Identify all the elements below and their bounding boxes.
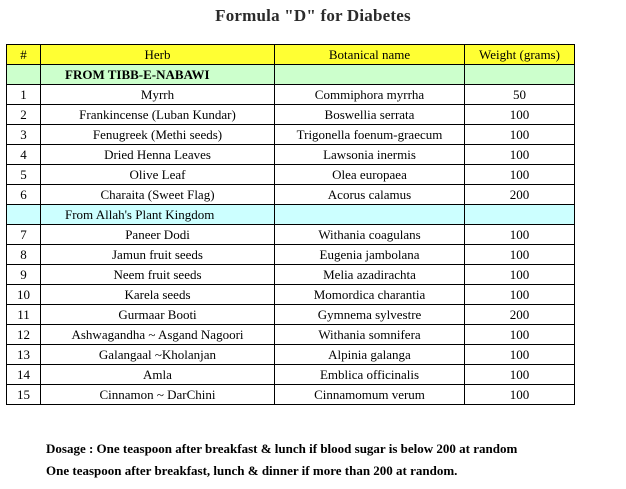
row-number: 3	[7, 125, 41, 145]
herb-name: Olive Leaf	[41, 165, 275, 185]
herb-name: Neem fruit seeds	[41, 265, 275, 285]
botanical-name: Emblica officinalis	[275, 365, 465, 385]
weight-grams: 100	[465, 345, 575, 365]
column-header-herb: Herb	[41, 45, 275, 65]
botanical-name: Acorus calamus	[275, 185, 465, 205]
row-number: 6	[7, 185, 41, 205]
section-botanical-cell	[275, 65, 465, 85]
botanical-name: Withania coagulans	[275, 225, 465, 245]
table-row	[7, 225, 575, 245]
herb-name: Ashwagandha ~ Asgand Nagoori	[41, 325, 275, 345]
table-row	[7, 265, 575, 285]
table-row	[7, 245, 575, 265]
section-botanical-cell	[275, 205, 465, 225]
herb-name: Karela seeds	[41, 285, 275, 305]
table-row	[7, 365, 575, 385]
botanical-name: Trigonella foenum-graecum	[275, 125, 465, 145]
weight-grams: 100	[465, 265, 575, 285]
row-number: 5	[7, 165, 41, 185]
herb-name: Jamun fruit seeds	[41, 245, 275, 265]
row-number: 15	[7, 385, 41, 405]
weight-grams: 100	[465, 365, 575, 385]
table-row	[7, 285, 575, 305]
botanical-name: Gymnema sylvestre	[275, 305, 465, 325]
herb-name: Amla	[41, 365, 275, 385]
weight-grams: 50	[465, 85, 575, 105]
botanical-name: Olea europaea	[275, 165, 465, 185]
table-header-row	[7, 45, 575, 65]
botanical-name: Eugenia jambolana	[275, 245, 465, 265]
row-number: 2	[7, 105, 41, 125]
herb-name: Fenugreek (Methi seeds)	[41, 125, 275, 145]
weight-grams: 100	[465, 125, 575, 145]
section-weight-cell	[465, 205, 575, 225]
weight-grams: 100	[465, 225, 575, 245]
botanical-name: Commiphora myrrha	[275, 85, 465, 105]
weight-grams: 100	[465, 325, 575, 345]
herb-name: Myrrh	[41, 85, 275, 105]
herb-table	[6, 44, 575, 405]
table-row	[7, 345, 575, 365]
row-number: 11	[7, 305, 41, 325]
weight-grams: 100	[465, 245, 575, 265]
section-label: From Allah's Plant Kingdom	[41, 205, 275, 225]
herb-name: Dried Henna Leaves	[41, 145, 275, 165]
column-header-weight: Weight (grams)	[465, 45, 575, 65]
table-row	[7, 85, 575, 105]
botanical-name: Lawsonia inermis	[275, 145, 465, 165]
botanical-name: Momordica charantia	[275, 285, 465, 305]
table-row	[7, 125, 575, 145]
table-row	[7, 185, 575, 205]
table-row	[7, 145, 575, 165]
weight-grams: 100	[465, 385, 575, 405]
table-body	[7, 65, 575, 405]
herb-name: Charaita (Sweet Flag)	[41, 185, 275, 205]
section-label: FROM TIBB-E-NABAWI	[41, 65, 275, 85]
weight-grams: 100	[465, 145, 575, 165]
section-number-cell	[7, 205, 41, 225]
botanical-name: Alpinia galanga	[275, 345, 465, 365]
row-number: 1	[7, 85, 41, 105]
herb-name: Paneer Dodi	[41, 225, 275, 245]
weight-grams: 100	[465, 285, 575, 305]
section-header-row	[7, 205, 575, 225]
row-number: 8	[7, 245, 41, 265]
table-row	[7, 105, 575, 125]
row-number: 10	[7, 285, 41, 305]
row-number: 13	[7, 345, 41, 365]
botanical-name: Melia azadirachta	[275, 265, 465, 285]
dosage-note-secondary: One teaspoon after breakfast, lunch & dinner if more than 200 at random.	[46, 463, 458, 478]
row-number: 7	[7, 225, 41, 245]
section-weight-cell	[465, 65, 575, 85]
row-number: 9	[7, 265, 41, 285]
table-row	[7, 305, 575, 325]
table-row	[7, 165, 575, 185]
column-header-number: #	[7, 45, 41, 65]
row-number: 12	[7, 325, 41, 345]
dosage-note: Dosage : One teaspoon after breakfast & lunch if blood sugar is below 200 at random	[46, 441, 518, 456]
herb-name: Cinnamon ~ DarChini	[41, 385, 275, 405]
herb-name: Gurmaar Booti	[41, 305, 275, 325]
row-number: 14	[7, 365, 41, 385]
botanical-name: Withania somnifera	[275, 325, 465, 345]
table-row	[7, 385, 575, 405]
herb-name: Frankincense (Luban Kundar)	[41, 105, 275, 125]
page-title: Formula "D" for Diabetes	[215, 6, 411, 25]
row-number: 4	[7, 145, 41, 165]
herb-name: Galangaal ~Kholanjan	[41, 345, 275, 365]
column-header-botanical-name: Botanical name	[275, 45, 465, 65]
botanical-name: Boswellia serrata	[275, 105, 465, 125]
weight-grams: 100	[465, 105, 575, 125]
weight-grams: 200	[465, 305, 575, 325]
table-row	[7, 325, 575, 345]
botanical-name: Cinnamomum verum	[275, 385, 465, 405]
section-header-row	[7, 65, 575, 85]
weight-grams: 100	[465, 165, 575, 185]
weight-grams: 200	[465, 185, 575, 205]
section-number-cell	[7, 65, 41, 85]
